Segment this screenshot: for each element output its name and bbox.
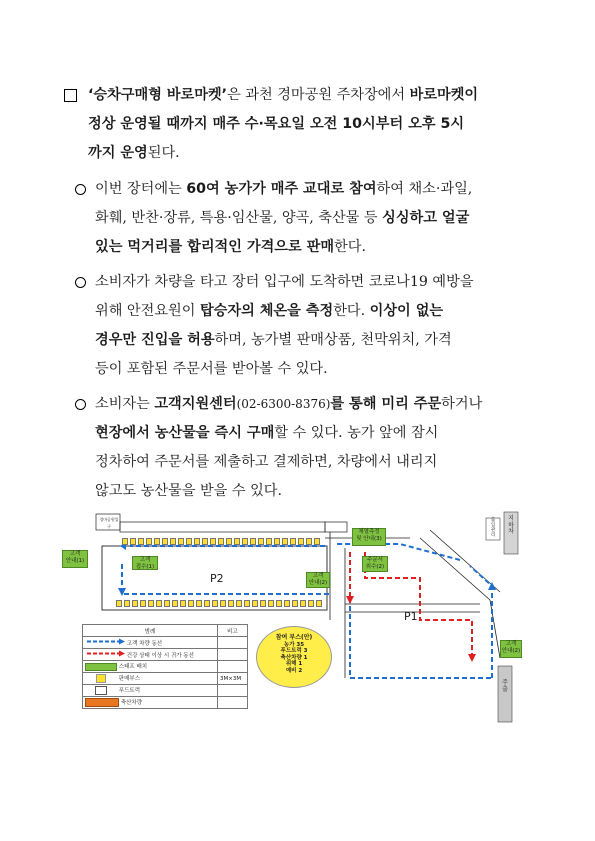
section-paragraph: ‘승차구매형 바로마켓’은 과천 경마공원 주차장에서 바로마켓이 정상 운영될 때까지 매주 수·목요일 오전 10시부터 오후 5시 까지 운영된다. [88,87,479,161]
booth-square [250,538,256,545]
foodtruck-swatch [95,686,107,695]
booth-square [292,600,298,607]
booth-square [290,538,296,545]
booth-square [130,538,136,545]
info-line: 농가 35 [283,641,305,648]
booth-square [314,538,320,545]
booth-square [260,600,266,607]
booth-square [132,600,138,607]
booth-square [154,538,160,545]
booth-square [218,538,224,545]
booth-square [220,600,226,607]
booth-square [258,538,264,545]
legend-row: 축산차량 [83,697,248,709]
booth-square [236,600,242,607]
booth-square [138,538,144,545]
legend-header [83,625,248,637]
checkbox-marker [64,89,77,102]
market-name: ‘승차구매형 바로마켓’ [88,87,228,103]
legend-row: 스태프 배치 [83,661,248,673]
guide-right-box: 고객 안내(2) [500,640,522,658]
booth-square [298,538,304,545]
booth-square [212,600,218,607]
underpass-label: 지 하 차 [508,515,514,535]
booth-square [172,600,178,607]
booth-square [308,600,314,607]
booth-square [274,538,280,545]
bullet-circle-2 [75,277,86,288]
booth-square [124,600,130,607]
booth-square [188,600,194,607]
legend-row: 건강 상태 이상 시 귀가 동선 [83,649,248,661]
participating-booths-info [256,626,332,688]
booth-square [300,600,306,607]
guide-left-box: 고객 안내(1) [62,550,88,568]
top-building-3 [325,522,347,532]
booth-square [204,600,210,607]
payment-box: 주문서 취수(2) [362,556,388,572]
booth-square [306,538,312,545]
info-line: 위해 1 [285,661,303,667]
booth-square [234,538,240,545]
booth-square [282,538,288,545]
booth-square [162,538,168,545]
booth-square [178,538,184,545]
booth-square [284,600,290,607]
return-route-swatch [85,650,125,657]
booth-square [164,600,170,607]
health-check-box: 체열측정 및 안내(3) [352,528,386,546]
staff-swatch [85,663,117,671]
booth-square [170,538,176,545]
booth-square [276,600,282,607]
entrance-block [498,666,512,722]
booth-square [210,538,216,545]
livestock-swatch [85,698,119,707]
booth-square [116,600,122,607]
parking-lot-map [60,508,520,732]
info-line: 참여 부스(안) [275,634,313,641]
booth-square [196,600,202,607]
booth-square [194,538,200,545]
info-line: 푸드트럭 3 [280,648,308,654]
booth-square [226,538,232,545]
booth-row-top [122,538,322,544]
legend-row: 판매부스 3M×3M [83,673,248,685]
customer-route-swatch [85,638,125,645]
legend-row: 푸드트럭 [83,685,248,697]
booth-square [156,600,162,607]
booth-square [242,538,248,545]
booth-row-bottom [116,600,326,606]
legend-header-left: 범례 [83,625,218,637]
legend-row: 고객 차량 동선 [83,637,248,649]
booth-square [146,538,152,545]
booth-square [268,600,274,607]
booth-square [148,600,154,607]
reception-box: 고객 접수(1) [132,556,158,570]
legend-header-right: 비고 [218,625,248,637]
bullet-paragraph-1: 이번 장터에는 60여 농가가 매주 교대로 참여하여 채소·과일, 화훼, 반찬·장류, 특용·임산물, 양곡, 축산물 등 싱싱하고 얼굴 있는 먹거리를 합리적인 가격으로 판매한다. [95,181,473,255]
entrance-label: 주 출 [502,679,508,693]
booth-square [244,600,250,607]
top-strip-label: 경마공원입구 [99,517,119,529]
booth-square [202,538,208,545]
booth-square [252,600,258,607]
bullet-paragraph-3: 소비자는 고객지원센터(02-6300-8376)를 통해 미리 주문하거나 현장에서 농산물을 즉시 구매할 수 있다. 농가 앞에 잠시 정차하여 주문서를 제출하고 결제하면, 차량에서 내리지 않고도 농산물을 받을 수 있다. [95,396,483,499]
booth-square [180,600,186,607]
p1-label: P1 [404,610,418,623]
bullet-circle-1 [75,184,86,195]
booth-swatch [96,674,106,683]
booth-square [122,538,128,545]
booth-square [140,600,146,607]
info-line: 예비 2 [285,667,303,674]
bullet-paragraph-2: 소비자가 차량을 타고 장터 입구에 도착하면 코로나19 예방을 위해 안전요원이 탑승자의 체온을 측정한다. 이상이 없는 경우만 진입을 허용하며, 농가별 판매상품, 천막위치, 가격 등이 포함된 주문서를 받아볼 수 있다. [95,274,474,377]
booth-square [316,600,322,607]
booth-square [228,600,234,607]
top-building-2 [120,522,325,532]
guide-mid-box: 고객 안내(2) [306,572,330,588]
booth-square [186,538,192,545]
exit-booth-label: 출 입 관 리 [490,518,496,538]
bullet-circle-3 [75,399,86,410]
booth-square [266,538,272,545]
legend-table [82,624,248,709]
info-line: 축산차량 1 [280,654,308,661]
p2-label: P2 [210,572,224,585]
return-route-arrows [346,596,476,662]
